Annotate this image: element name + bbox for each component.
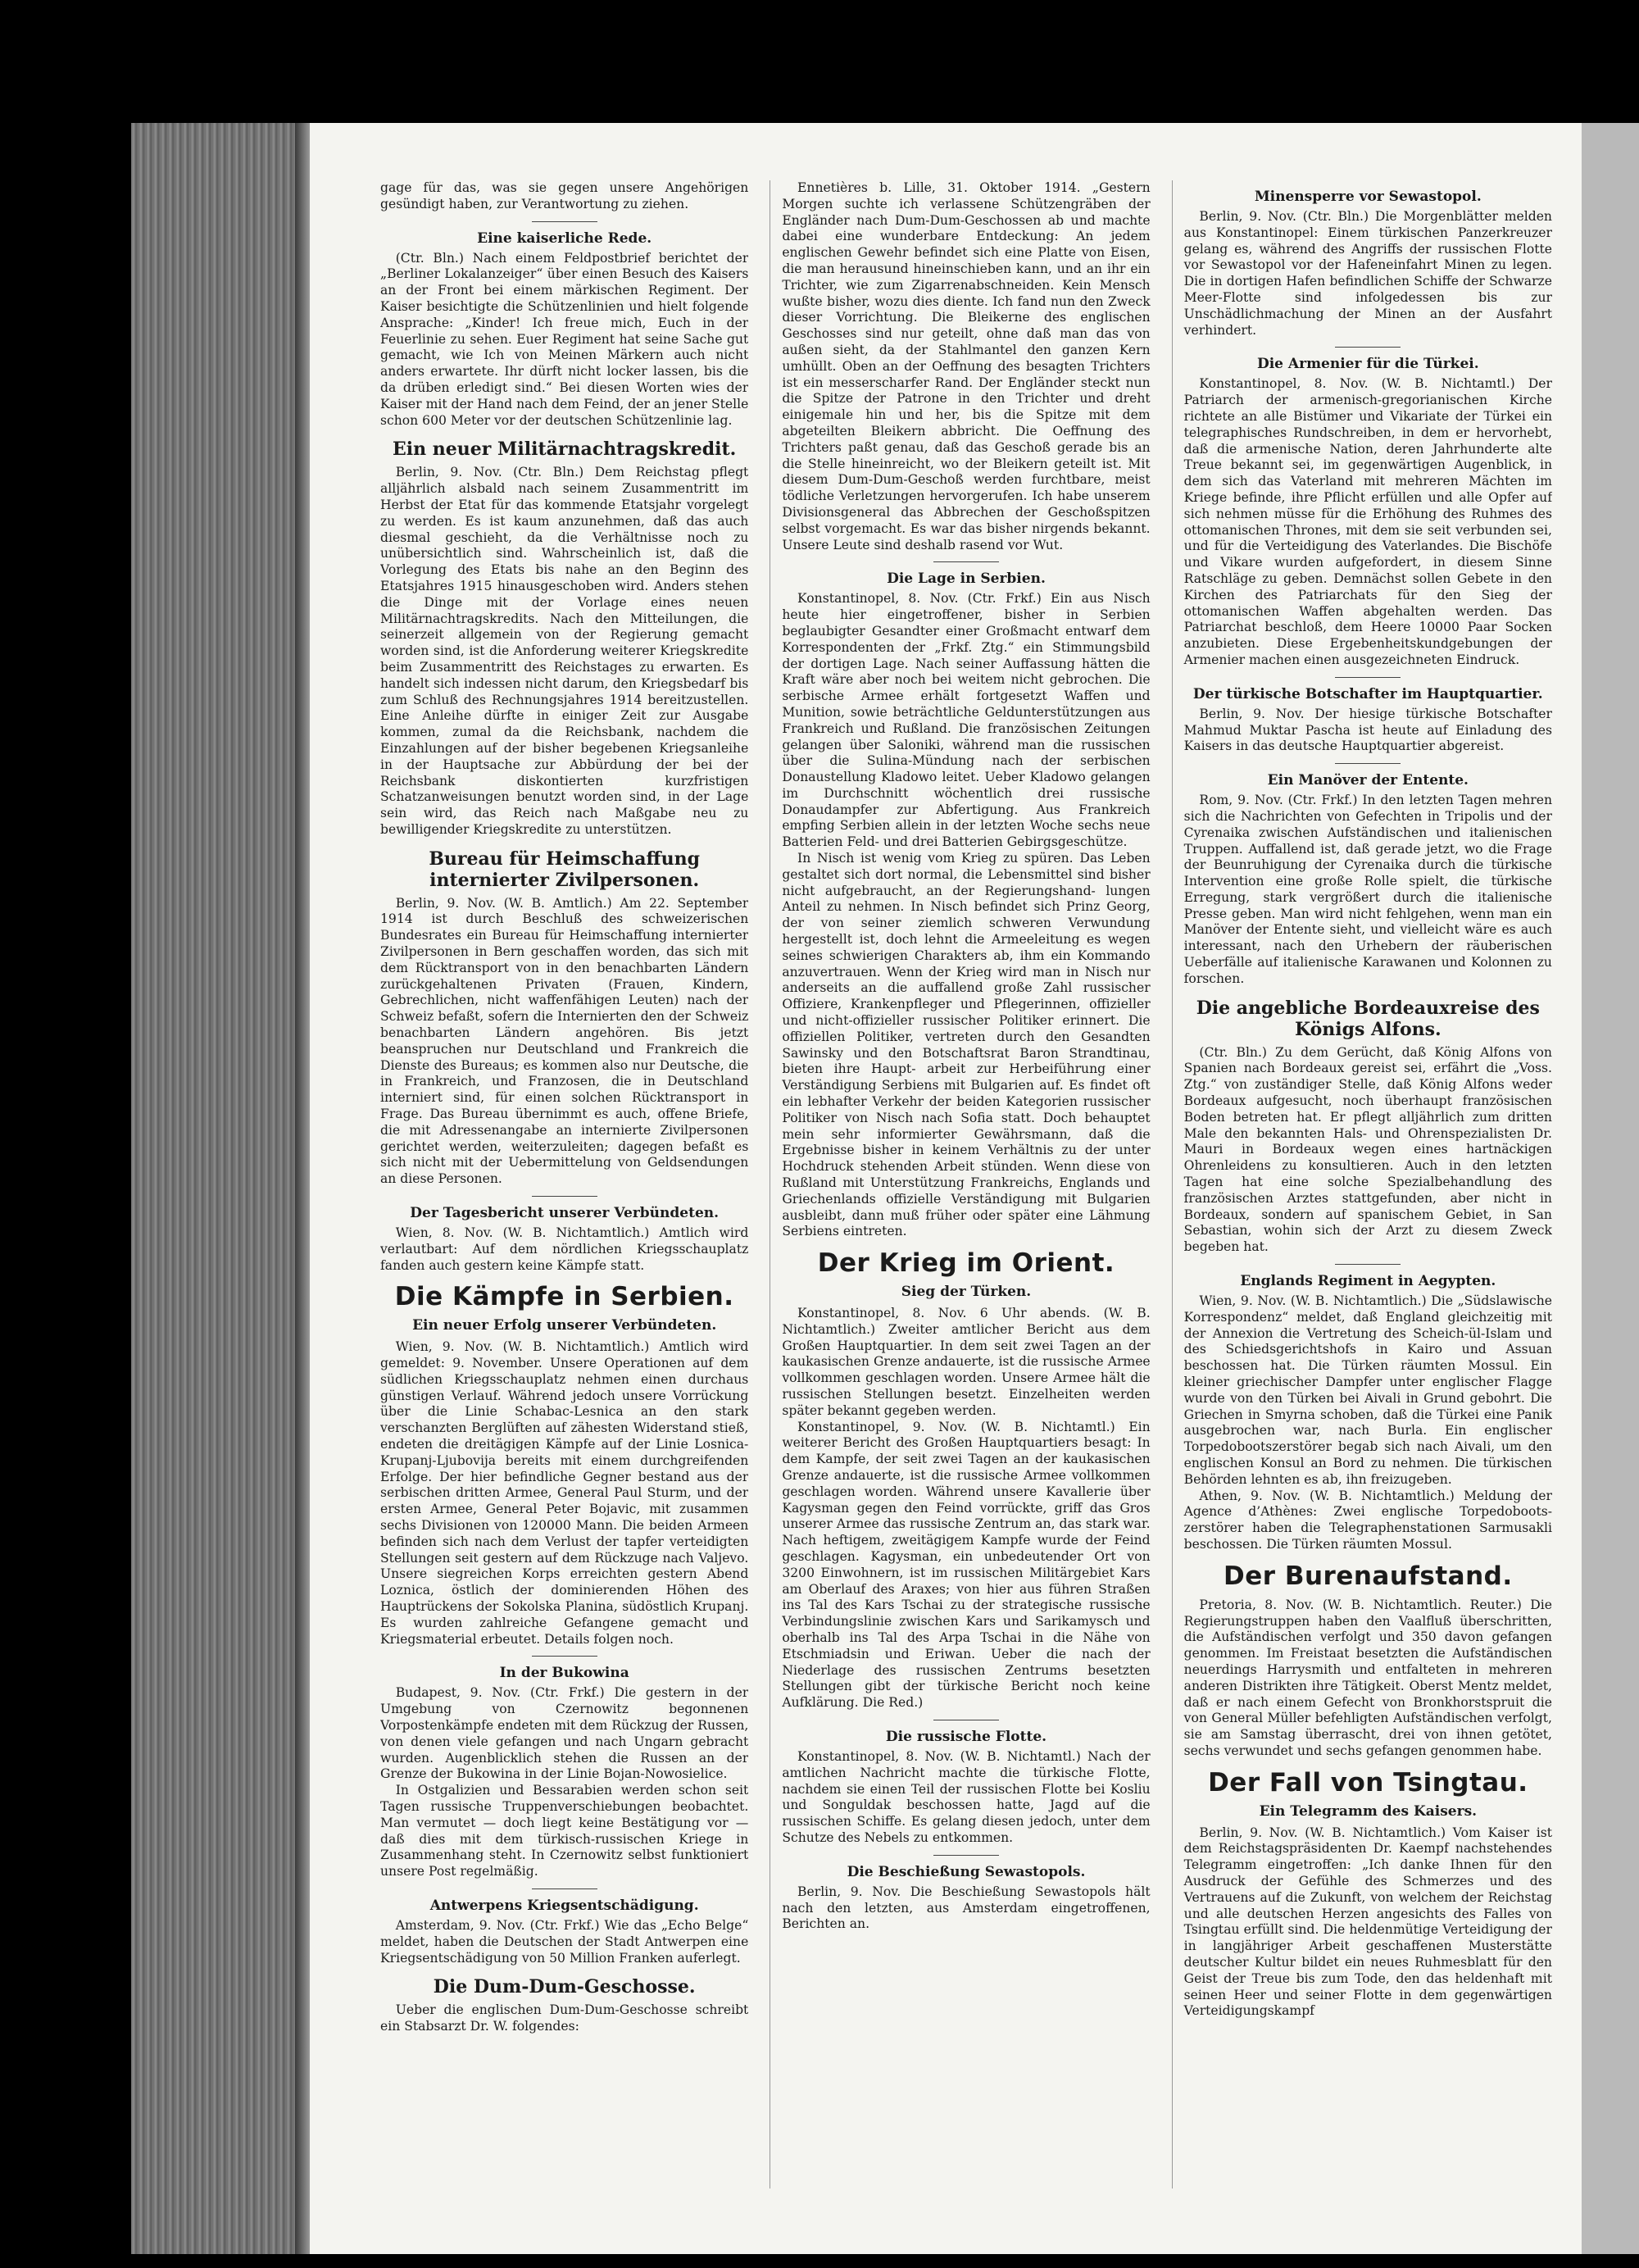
section-divider <box>1335 347 1401 348</box>
article-paragraph: Budapest, 9. Nov. (Ctr. Frkf.) Die gestern in der Umgebung von Czernowitz begonnenen Vorpostenkämpfe endeten mit dem Rückzug der Russen, von denen viele gefangen und nach Ungarn gebracht wurden. Augenblicklich stehen die Russen an der Grenze der Bukowina in der Linie Bojan-Nowosielice. <box>380 1685 749 1782</box>
article-paragraph: Rom, 9. Nov. (Ctr. Frkf.) In den letzten Tagen mehren sich die Nachrichten von Gefechten in Tripolis und der Cyrenaika zwischen Aufständischen und italienischen Truppen. Auffallend ist, daß gerade jetzt, wo die Frage der Beunruhigung der Cyrenaika durch die türkische Intervention eine große Rolle spielt, die türkische Erregung, stark vergrößert durch die italienische Presse geben. Man wird nicht fehlgehen, wenn man ein Manöver der Entente sieht, und vielleicht wäre es auch interessant, nach den Urhebern der räuberischen Ueberfälle auf italienische Karawanen und Kolonnen zu forschen. <box>1183 793 1552 986</box>
article-subheadline: Eine kaiserliche Rede. <box>477 230 652 247</box>
article-paragraph: Berlin, 9. Nov. (Ctr. Bln.) Die Morgenblätter melden aus Konstantinopel: Einem türkischen Panzerkreuzer gelang es, während des Angriffs der russischen Flotte vor Sewastopol vor der Hafeneinfahrt Minen zu legen. Die in dortigen Hafen befindlichen Schiffe der Schwarze Meer-Flotte sind infolgedessen bis zur Unschädlichmachung der Minen an der Ausfahrt verhindert. <box>1183 209 1552 338</box>
article-paragraph: Konstantinopel, 8. Nov. (W. B. Nichtamtl.) Nach der amtlichen Nachricht machte die türkische Flotte, nachdem sie einen Teil der russischen Flotte bei Kosliu und Songuldak beschossen hatte, Jagd auf die russischen Schiffe. Es gelang diesen jedoch, unter dem Schutze des Nebels zu entkommen. <box>782 1748 1151 1845</box>
article-subheadline: In der Bukowina <box>499 1665 629 1682</box>
section-divider <box>532 1888 597 1889</box>
article-subheadline: Ein Manöver der Entente. <box>1267 772 1469 789</box>
article-kicker: Ein neuer Erfolg unserer Verbündeten. <box>412 1317 717 1334</box>
article-paragraph: Berlin, 9. Nov. (W. B. Amtlich.) Am 22. September 1914 ist durch Beschluß des schweizerischen Bundesrates ein Bureau für Heimschaffung internierter Zivilpersonen in Bern geschaffen worden, das sich mit dem Rücktransport von in den benachbarten Ländern zurückgehaltenen Privaten (Frauen, Kindern, Gebrechlichen, nicht waffenfähigen Leuten) nach der Schweiz befaßt, sofern die Internierten den der Schweiz benachbarten Ländern angehören. Bis jetzt beanspruchen nur Deutschland und Frankreich die Dienste des Bureaus; es kommen also nur Deutsche, die in Frankreich, und Franzosen, die in Deutschland interniert sind, für einen solchen Rücktransport in Frage. Das Bureau übernimmt es auch, offene Briefe, die mit Adressenangabe an internierte Zivilpersonen gerichtet werden, weiterzuleiten; dagegen befaßt es sich nicht mit der Uebermittelung von Geldsendungen an diese Personen. <box>380 895 749 1187</box>
article-paragraph: Pretoria, 8. Nov. (W. B. Nichtamtlich. Reuter.) Die Regierungstruppen haben den Vaalfluß überschritten, die Aufständischen verfolgt und 350 davon gefangen genommen. Im Freistaat besetzten die Aufständischen neuerdings Harrysmith und entfalteten in mehreren anderen Distrikten ihre Tätigkeit. Oberst Mentz meldet, daß er nach einem Gefecht von Bronkhorstspruit die von General Müller befehligten Aufständischen verfolgt, sie am Samstag überrascht, drei von ihnen getötet, sechs verwundet und sechs gefangen genommen habe. <box>1183 1597 1552 1758</box>
article-paragraph: Wien, 9. Nov. (W. B. Nichtamtlich.) Amtlich wird gemeldet: 9. November. Unsere Operationen auf dem südlichen Kriegsschauplatz nehmen einen durchaus günstigen Verlauf. Während jedoch unsere Vorrückung über die Linie Schabac-Lesnica an den stark verschanzten Berglüften auf zähesten Widerstand stieß, endeten die dreitägigen Kämpfe auf der Linie Losnica-Krupanj-Ljubovija bereits mit einem durchgreifenden Erfolge. Der hier befindliche Gegner bestand aus der serbischen dritten Armee, General Paul Sturm, und der ersten Armee, General Peter Bojavic, mit zusammen sechs Divisionen von 120000 Mann. Die beiden Armeen befinden sich nach dem Verlust der tapfer verteidigten Stellungen seit gestern auf dem Rückzuge nach Valjevo. Unsere siegreichen Korps erreichten gestern Abend Loznica, östlich der dominierenden Höhen des Hauptrückens der Sokolska Planina, südöstlich Krupanj. Es wurden zahlreiche Gefangene gemacht und Kriegsmaterial erbeutet. Details folgen noch. <box>380 1339 749 1647</box>
article-paragraph: Wien, 9. Nov. (W. B. Nichtamtlich.) Die „Südslawische Korrespondenz“ meldet, daß England gleichzeitig mit der Annexion die Vertretung des Scheich-ül-Islam und des Schiedsgerichtshofs in Kairo und Assuan beschossen hat. Die Türken räumten Mossul. Ein kleiner griechischer Dampfer unter englischer Flagge wurde von den Türken bei Aivali in Grund gebohrt. Die Griechen in Smyrna schoben, daß die Türkei eine Panik ausgebrochen war, nach Burla. Ein englischer Torpedobootszerstörer begab sich nach Aivali, um den englischen Konsul an Bord zu nehmen. Die türkischen Behörden lehnten es ab, ihn freizugeben. <box>1183 1293 1552 1487</box>
article-paragraph: Berlin, 9. Nov. (Ctr. Bln.) Dem Reichstag pflegt alljährlich alsbald nach seinem Zusammentritt im Herbst der Etat für das kommende Etatsjahr vorgelegt zu werden. Es ist kaum anzunehmen, daß das auch diesmal geschieht, da die Verhältnisse noch zu unübersichtlich sind. Wahrscheinlich ist, daß die Vorlegung des Etats bis nahe an den Beginn des Etatsjahres 1915 hinausgeschoben wird. Anders stehen die Dinge mit der Vorlage eines neuen Militärnachtragskredits. Nach den Mitteilungen, die seinerzeit allgemein von der Regierung gemacht worden sind, ist die Anforderung weiterer Kriegskredite beim Zusammentritt des Reichstages zu erwarten. Es handelt sich indessen nicht darum, den Kriegsbedarf bis zum Schluß des Rechnungsjahres 1914 bereitzustellen. Eine Anleihe dürfte in einiger Zeit zur Ausgabe kommen, zumal da die Reichsbank, nachdem die Einzahlungen auf der bisher begebenen Kriegsanleihe in der Hauptsache zur Abbürdung der bei der Reichsbank diskontierten kurzfristigen Schatzanweisungen benutzt worden sind, in der Lage sein wird, das Reich nach Maßgabe neu zu bewilligender Kriegskredite zu unterstützen. <box>380 465 749 837</box>
section-divider <box>1335 763 1401 764</box>
article-kicker: Sieg der Türken. <box>901 1284 1032 1301</box>
section-divider <box>1335 677 1401 678</box>
article-subheadline: Antwerpens Kriegsentschädigung. <box>429 1897 699 1914</box>
article-paragraph: Ennetières b. Lille, 31. Oktober 1914. „Gestern Morgen suchte ich verlassene Schützengräben der Engländer nach Dum-Dum-Geschossen ab und machte dabei eine wunderbare Entdeckung: An jedem englischen Gewehr befindet sich eine Platte von Eisen, die man herausund hineinschieben kann, und an ihr ein Trichter, wie zum Zigarrenabschneiden. Kein Mensch wußte bisher, wozu dies diente. Ich fand nun den Zweck dieser Vorrichtung. Die Bleikerne des englischen Geschosses sind nur geteilt, ohne daß man das von außen sieht, da der Stahlmantel den ganzen Kern umhüllt. Oben an der Oeffnung des besagten Trichters ist ein messerscharfer Rand. Der Engländer steckt nun die Spitze der Patrone in den Trichter und dreht einigemale hin und her, bis die Spitze mit dem abgeteilten Bleikern abbricht. Die Oeffnung des Trichters paßt genau, daß das Geschoß gerade bis an die Stelle hineinreicht, wo der Bleikern geteilt ist. Mit diesem Dum-Dum-Geschoß werden furchtbare, meist tödliche Verletzungen hervorgerufen. Ich habe unserem Divisionsgeneral das Abbrechen der Geschoßspitzen selbst vorgemacht. Es war das bisher nirgends bekannt. Unsere Leute sind deshalb rasend vor Wut. <box>782 180 1151 552</box>
article-paragraph: Konstantinopel, 8. Nov. (Ctr. Frkf.) Ein aus Nisch heute hier eingetroffener, bisher in Serbien beglaubigter Gesandter einer Großmacht entwarf dem Korrespondenten der „Frkf. Ztg.“ ein Stimmungsbild der dortigen Lage. Nach seiner Auffassung hätten die Kraft wäre aber noch bei weitem nicht gebrochen. Die serbische Armee erhält fortgesetzt Waffen und Munition, sowie beträchtliche Geldunterstützungen aus Frankreich und Rußland. Die französischen Zeitungen gelangen über Saloniki, während man die russischen über die Sulina-Mündung nach der serbischen Donaustellung Kladowo leitet. Ueber Kladowo gelangen im Durchschnitt wöchentlich drei russische Donaudampfer zur Abfertigung. Aus Frankreich empfing Serbien allein in der letzten Woche sechs neue Batterien Feld- und drei Batterien Gebirgsgeschütze. <box>782 591 1151 850</box>
article-headline: Die Dum-Dum-Geschosse. <box>433 1976 696 1998</box>
column-middle <box>770 180 1150 2188</box>
article-paragraph: In Ostgalizien und Bessarabien werden schon seit Tagen russische Truppenverschiebungen beobachtet. Man vermutet — doch liegt keine Bestätigung vor — daß dies mit dem türkisch-russischen Kriege in Zusammenhang steht. In Czernowitz selbst funktioniert unsere Post regelmäßig. <box>380 1783 749 1879</box>
article-paragraph: Konstantinopel, 8. Nov. (W. B. Nichtamtl.) Der Patriarch der armenisch-gregorianischen Kirche richtete an alle Bistümer und Vikariate der Türkei ein telegraphisches Rundschreiben, in dem er hervorhebt, daß die armenische Nation, deren Jahrhunderte alte Treue bekannt sei, im gegenwärtigen Augenblick, in dem sich das Vaterland mit mehreren Mächten im Kriege befinde, ihre Pflicht erfüllen und alle Opfer auf sich nehmen müsse für die Erhöhung des Ruhmes des ottomanischen Thrones, mit dem sie seit verbunden sei, und für die Verteidigung des Vaterlandes. Die Bischöfe und Vikare wurden aufgefordert, in diesem Sinne Ratschläge zu geben. Demnächst sollen Gebete in den Kirchen des Patriarchats für den Sieg der ottomanischen Waffen abgehalten werden. Das Patriarchat beschloß, dem Heere 10000 Paar Socken anzubieten. Diese Ergebenheitskundgebungen der Armenier machen einen ausgezeichneten Eindruck. <box>1183 376 1552 667</box>
article-headline: Die angebliche Bordeauxreise des Königs Alfons. <box>1196 997 1540 1040</box>
article-subheadline: Die Beschießung Sewastopols. <box>847 1863 1086 1880</box>
article-headline: Bureau für Heimschaffung internierter Zivilpersonen. <box>429 848 700 891</box>
article-paragraph: Konstantinopel, 9. Nov. (W. B. Nichtamtl.) Ein weiterer Bericht des Großen Hauptquartiers besagt: In dem Kampfe, der seit zwei Tagen an der kaukasischen Grenze andauerte, ist die russische Armee vollkommen geschlagen worden. Während unsere Kavallerie über Kagysman gegen den Feind vorrückte, griff das Gros unserer Armee das russische Zentrum an, das stark war. Nach heftigem, zweitägigem Kampfe wurde der Feind geschlagen. Kagysman, ein unbedeutender Ort von 3200 Einwohnern, ist im russischen Militärgebiet Kars am Oberlauf des Araxes; von hier aus führen Straßen ins Tal des Kars Tschai zu der strategische russische Verbindungslinie zwischen Kars und Sarikamysch und oberhalb ins Tal des Arpa Tschai in die Nähe von Etschmiadsin und Eriwan. Ueber die nach der Niederlage des russischen Zentrums besetzten Stellungen gibt der türkische Bericht noch keine Aufklärung. Die Red.) <box>782 1419 1151 1711</box>
article-subheadline: Minensperre vor Sewastopol. <box>1254 189 1482 205</box>
article-headline-large: Die Kämpfe in Serbien. <box>394 1282 734 1312</box>
article-paragraph: (Ctr. Bln.) Nach einem Feldpostbrief berichtet der „Berliner Lokalanzeiger“ über einen Besuch des Kaisers an der Front bei einem märkischen Regiment. Der Kaiser besichtigte die Schützenlinien und hielt folgende Ansprache: „Kinder! Ich freue mich, Euch in der Feuerlinie zu sehen. Euer Regiment hat seine Sache gut gemacht, wie Ich von Meinen Märkern auch nicht anders erwartete. Ihr dürft nicht locker lassen, bis die da drüben erledigt sind.“ Bei diesen Worten wies der Kaiser mit der Hand nach dem Feind, der an jener Stelle schon 600 Meter vor der deutschen Schützenlinie lag. <box>380 250 749 428</box>
section-divider <box>1335 1264 1401 1265</box>
article-paragraph: Berlin, 9. Nov. (W. B. Nichtamtlich.) Vom Kaiser ist dem Reichstagspräsidenten Dr. Kaempf nachstehendes Telegramm eingetroffen: „Ich danke Ihnen für den Ausdruck der Gefühle des Schmerzes und des Vertrauens auf die Zukunft, von welchem der Reichstag und alle deutschen Herzen angesichts des Falles von Tsingtau erfüllt sind. Die heldenmütige Verteidigung der in langjähriger Arbeit geschaffenen Musterstätte deutscher Kultur bildet ein neues Ruhmesblatt für den Geist der Treue bis zum Tode, den das heldenhaft mit seinen Heer und seiner Flotte in dem gegenwärtigen Verteidigungskampf <box>1183 1825 1552 2019</box>
article-paragraph: Berlin, 9. Nov. Die Beschießung Sewastopols hält nach den letzten, aus Amsterdam eingetroffenen, Berichten an. <box>782 1884 1151 1932</box>
binding-edge <box>295 123 310 2254</box>
newspaper-page <box>310 123 1582 2254</box>
section-divider <box>933 561 999 562</box>
article-kicker: Ein Telegramm des Kaisers. <box>1259 1802 1478 1820</box>
article-paragraph: Wien, 8. Nov. (W. B. Nichtamtlich.) Amtlich wird verlautbart: Auf dem nördlichen Kriegsschauplatz fanden auch gestern keine Kämpfe statt. <box>380 1225 749 1273</box>
article-headline-large: Der Burenaufstand. <box>1224 1561 1513 1591</box>
section-divider <box>532 1196 597 1197</box>
article-paragraph: Ueber die englischen Dum-Dum-Geschosse schreibt ein Stabsarzt Dr. W. folgendes: <box>380 2002 749 2034</box>
article-paragraph: Athen, 9. Nov. (W. B. Nichtamtlich.) Meldung der Agence d’Athènes: Zwei englische Torpedoboots-zerstörer haben die Telegraphenstationen Sarmusakli beschossen. Die Türken räumten Mossul. <box>1183 1488 1552 1552</box>
article-paragraph: Amsterdam, 9. Nov. (Ctr. Frkf.) Wie das „Echo Belge“ meldet, haben die Deutschen der Stadt Antwerpen eine Kriegsentschädigung von 50 Million Franken auferlegt. <box>380 1917 749 1966</box>
article-subheadline: Die Armenier für die Türkei. <box>1256 356 1479 373</box>
columns <box>380 180 1552 2188</box>
article-subheadline: Die Lage in Serbien. <box>887 570 1046 588</box>
article-subheadline: Der Tagesbericht unserer Verbündeten. <box>410 1205 720 1222</box>
next-page-edge <box>1582 123 1639 2254</box>
article-paragraph: In Nisch ist wenig vom Krieg zu spüren. Das Leben gestaltet sich dort normal, die Lebensmittel sind bisher nicht aufgebraucht, an der Regierungshand- lungen Anteil zu nehmen. In Nisch befindet sich Prinz Georg, der von seiner ziemlich schweren Verwundung hergestellt ist, doch lehnt die Armeeleitung es wegen seines schwierigen Charakters ab, ihm ein Kommando anzuvertrauen. Wenn der Krieg wird man in Nisch nur anderseits an die auffallend große Zahl russischer Offiziere, Krankenpfleger und Pflegerinnen, offizieller und nicht-offizieller russischer Politiker erinnert. Die offiziellen Politiker, vertreten durch den Gesandten Sawinsky und den Botschaftsrat Baron Strandtinau, bieten ihre Haupt- arbeit zur Herbeiführung einer Verständigung Serbiens mit Bulgarien auf. Es findet oft ein lebhafter Verkehr der beiden Kategorien russischer Politiker von Nisch nach Sofia statt. Doch behauptet mein sehr informierter Gewährsmann, daß die Ergebnisse bisher in keinem Verhältnis zu der unter Hochdruck stehenden Arbeit stünden. Wenn diese von Rußland mit Unterstützung Frankreichs, Englands und Griechenlands offizielle Verständigung mit Bulgarien ausbleibt, dann muß früher oder später eine Lähmung Serbiens eintreten. <box>782 851 1151 1239</box>
section-divider <box>532 1656 597 1657</box>
article-paragraph: (Ctr. Bln.) Zu dem Gerücht, daß König Alfons von Spanien nach Bordeaux gereist sei, erfährt die „Voss. Ztg.“ von zuständiger Stelle, daß König Alfons weder Bordeaux aufgesucht, noch überhaupt französischen Boden betreten hat. Er pflegt alljährlich zum dritten Male den bekannten Hals- und Ohrenspezialisten Dr. Mauri in Bordeaux wegen eines hartnäckigen Ohrenleidens zu konsultieren. Auch in den letzten Tagen hat eine solche Spezialbehandlung des französischen Arztes stattgefunden, aber nicht in Bordeaux, sondern auf spanischem Gebiet, in San Sebastian, wohin sich der Arzt zu diesem Zweck begeben hat. <box>1183 1044 1552 1255</box>
column-right <box>1172 180 1552 2188</box>
article-subheadline: Der türkische Botschafter im Hauptquartier. <box>1192 685 1543 702</box>
section-divider <box>532 221 597 222</box>
article-headline-large: Der Fall von Tsingtau. <box>1208 1767 1528 1798</box>
article-headline: Ein neuer Militärnachtragskredit. <box>393 439 737 461</box>
article-paragraph: gage für das, was sie gegen unsere Angehörigen gesündigt haben, zur Verantwortung zu ziehen. <box>380 180 749 211</box>
article-subheadline: Die russische Flotte. <box>885 1728 1047 1745</box>
article-paragraph: Berlin, 9. Nov. Der hiesige türkische Botschafter Mahmud Muktar Pascha ist heute auf Einladung des Kaisers in das deutsche Hauptquartier abgereist. <box>1183 706 1552 754</box>
article-paragraph: Konstantinopel, 8. Nov. 6 Uhr abends. (W. B. Nichtamtlich.) Zweiter amtlicher Bericht aus dem Großen Hauptquartier. In dem seit zwei Tagen an der kaukasischen Grenze andauerte, ist die russische Armee vollkommen geschlagen worden. Unsere Armee hält die russischen Stellungen besetzt. Einzelheiten werden später bekannt gegeben werden. <box>782 1306 1151 1418</box>
column-left <box>380 180 748 2188</box>
article-subheadline: Englands Regiment in Aegypten. <box>1240 1273 1496 1290</box>
article-headline-large: Der Krieg im Orient. <box>817 1248 1115 1279</box>
section-divider <box>933 1855 999 1856</box>
book-binding <box>131 123 295 2254</box>
